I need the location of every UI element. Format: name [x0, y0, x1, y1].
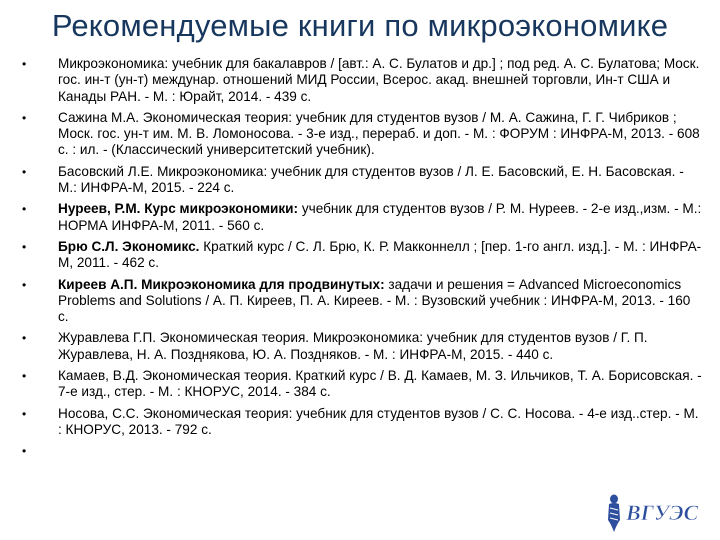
- university-logo: [604, 490, 706, 534]
- bullet: •: [22, 110, 27, 125]
- slide-title: Рекомендуемые книги по микроэкономике: [51, 8, 669, 43]
- item-text: Журавлева Г.П. Экономическая теория. Микроэкономика: учебник для студентов вузов / Г. П. Журавлева, Н. А. Позднякова, Ю. А. Поздняков. - М. : ИНФРА-М, 2015. - 440 с.: [58, 330, 648, 362]
- item-bold-text: Брю С.Л. Экономикс.: [58, 238, 200, 254]
- list-item: [22, 110, 702, 159]
- logo-text: ВГУЭС: [626, 500, 699, 525]
- item-text: Сажина М.А. Экономическая теория: учебник для студентов вузов / М. А. Сажина, Г. Г. Чибриков ; Моск. гос. ун-т им. М. В. Ломоносова. - 3-е изд., перераб. и доп. - М. : ФОРУМ : ИНФРА-М, 2013. - 608 с. : ил. - (Классический университетский учебник).: [58, 109, 700, 158]
- list-item: [22, 277, 702, 326]
- item-text: Камаев, В.Д. Экономическая теория. Краткий курс / В. Д. Камаев, М. З. Ильчиков, Т. А. Борисовская. - 7-е изд., стер. - М. : КНОРУС, 2014. - 384 с.: [58, 368, 702, 400]
- item-text: Басовский Л.Е. Микроэкономика: учебник для студентов вузов / Л. Е. Басовский, Е. Н. Басовская. - М.: ИНФРА-М, 2015. - 224 с.: [58, 163, 684, 196]
- figure-emblem-icon: [608, 495, 620, 533]
- bullet: •: [22, 406, 27, 421]
- list-item: [22, 330, 702, 363]
- bullet: •: [22, 277, 27, 292]
- book-list: [22, 56, 702, 462]
- list-item: [22, 406, 702, 439]
- list-item-empty: [22, 443, 702, 457]
- list-item: [22, 239, 702, 272]
- bullet: •: [22, 57, 27, 71]
- bullet: •: [22, 444, 27, 459]
- item-text: Микроэкономика: учебник для бакалавров / [авт.: А. С. Булатов и др.] ; под ред. А. С. Булатова; Моск. гос. ин-т (ун-т) междунар. отношений МИД России, Всерос. акад. внешней торговли, Ин-т США и Канады РАН. - М. : Юрайт, 2014. - 439 с.: [58, 56, 700, 104]
- list-item: [22, 56, 702, 105]
- item-text: Краткий курс / С. Л. Брю, К. Р. Макконнелл ; [пер. 1-го англ. изд.]. - М. : ИНФРА-М, 2011. - 462 с.: [58, 238, 702, 271]
- list-item: [22, 368, 702, 401]
- item-bold-text: Нуреев, Р.М. Курс микроэкономики:: [58, 201, 299, 217]
- item-text: учебник для студентов вузов / Р. М. Нуреев. - 2-е изд.,изм. - М.: НОРМА ИНФРА-М, 2011. - 560 с.: [58, 201, 702, 233]
- bullet: •: [22, 202, 27, 217]
- item-bold-text: Киреев А.П. Микроэкономика для продвинутых:: [58, 276, 385, 292]
- bullet: •: [22, 239, 27, 254]
- bullet: •: [22, 164, 27, 179]
- bullet: •: [22, 369, 27, 384]
- item-text: задачи и решения = Advanced Microeconomics Problems and Solutions / А. П. Киреев, П. А. Киреев. - М. : Вузовский учебник : ИНФРА-М, 2013. - 160 с.: [58, 276, 691, 325]
- item-text: Носова, С.С. Экономическая теория: учебник для студентов вузов / С. С. Носова. - 4-е изд..стер. - М. : КНОРУС, 2013. - 792 с.: [58, 405, 699, 437]
- bullet: •: [22, 331, 27, 346]
- list-item: [22, 164, 702, 197]
- list-item: [22, 201, 702, 234]
